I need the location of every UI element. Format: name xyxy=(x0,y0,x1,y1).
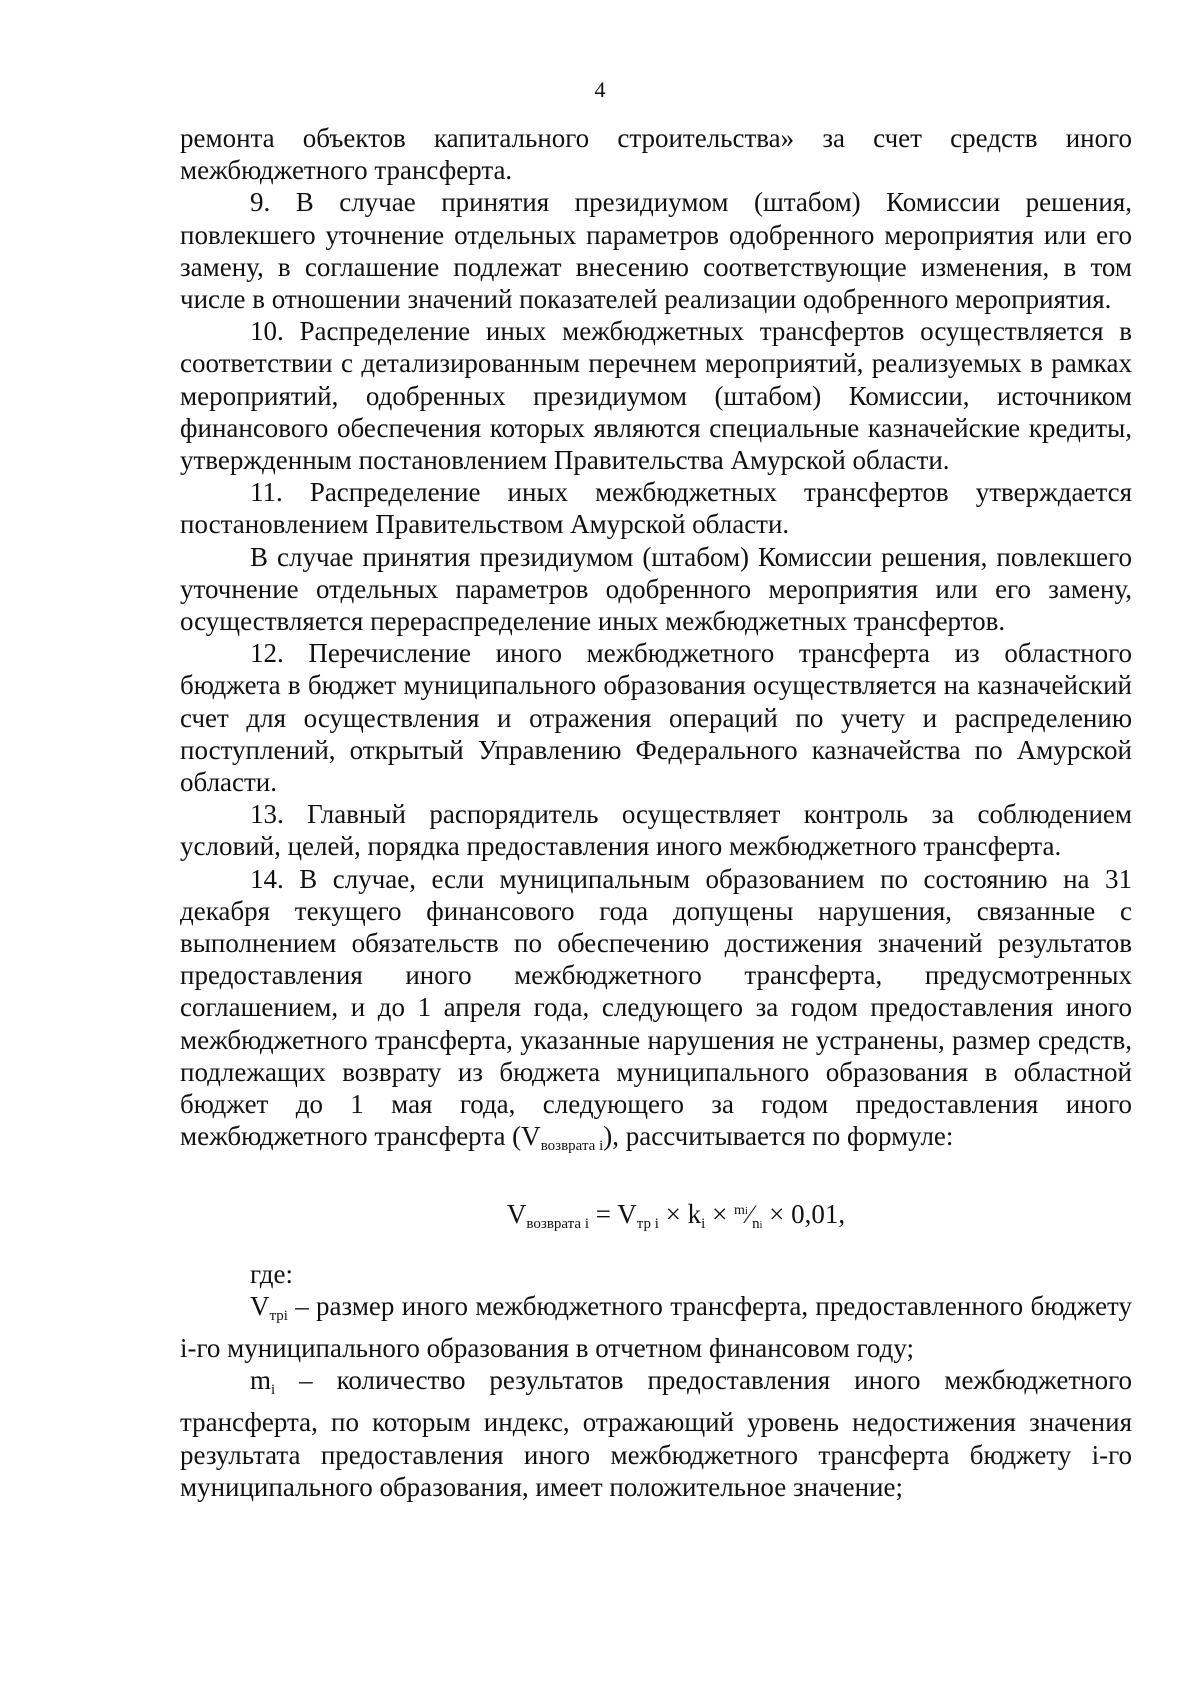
page-number: 4 xyxy=(594,77,606,102)
formula-n-denominator: ni xyxy=(752,1215,763,1232)
paragraph-14-text: 14. В случае, если муниципальным образованием по состоянию на 31 декабря текущего финансового года допущены нарушения, связанные с выполнением обязательств по обеспечению достижения значений результатов предоставления иного межбюджетного трансферта, предусмотренных соглашением, и до 1 апреля года, следующего за годом предоставления иного межбюджетного трансферта, указанные нарушения не устранены, размер средств, подлежащих возврату из бюджета муниципального образования в областной бюджет до 1 мая года, следующего за годом предоставления иного межбюджетного трансферта (V xyxy=(180,863,1132,1152)
paragraph-10: 10. Распределение иных межбюджетных трансфертов осуществляется в соответствии с детализированным перечнем мероприятий, реализуемых в рамках мероприятий, одобренных президиумом (штабом) Комиссии, источником финансового обеспечения которых являются специальные казначейские кредиты, утвержденным постановлением Правительства Амурской области. xyxy=(180,316,1132,476)
formula-times: × xyxy=(705,1198,735,1229)
formula-k-subscript: i xyxy=(701,1215,706,1232)
paragraph-12: 12. Перечисление иного межбюджетного трансферта из областного бюджета в бюджет муниципального образования осуществляется на казначейский счет для осуществления и отражения операций по учету и распределению поступлений, открытый Управлению Федерального казначейства по Амурской области. xyxy=(180,638,1132,798)
paragraph-13: 13. Главный распорядитель осуществляет контроль за соблюдением условий, целей, порядка предоставления иного межбюджетного трансферта. xyxy=(180,799,1132,862)
definition-mi: $m_i$ – количество результатов предоставления иного межбюджетного трансферта, по которым индекс, отражающий уровень недостижения значения результата предоставления иного межбюджетного трансферта бюджету i-го муниципального образования, имеет положительное значение; xyxy=(180,1365,1132,1502)
formula-times-k: × k xyxy=(658,1198,702,1229)
formula-fraction-slash: ⁄ xyxy=(747,1199,753,1229)
paragraph-14 xyxy=(180,863,1132,1163)
formula-tail: × 0,01, xyxy=(762,1198,846,1229)
paragraph-9: 9. В случае принятия президиумом (штабом) Комиссии решения, повлекшего уточнение отдельных параметров одобренного мероприятия или его замену, в соглашение подлежат внесению соответствующие изменения, в том числе в отношении значений показателей реализации одобренного мероприятия. xyxy=(180,187,1132,315)
formula-vtr-subscript: тр i xyxy=(636,1215,659,1232)
paragraph-11: 11. Распределение иных межбюджетных трансфертов утверждается постановлением Правительством Амурской области. xyxy=(180,477,1132,540)
paragraph-14-end: ), рассчитывается по формуле: xyxy=(603,1121,954,1152)
where-label: где: xyxy=(250,1258,293,1289)
document-body xyxy=(180,122,1132,1503)
formula-m-numerator: mi xyxy=(734,1202,748,1218)
formula-eq-v: = V xyxy=(589,1198,637,1229)
paragraph-continuation: ремонта объектов капитального строительства» за счет средств иного межбюджетного трансферта. xyxy=(180,123,1132,186)
paragraph-14-subscript: возврата i xyxy=(540,1138,604,1155)
return-formula xyxy=(200,1191,1152,1246)
definition-vtr: $V_{трi}$ – размер иного межбюджетного трансферта, предоставленного бюджету i-го муниципального образования в отчетном финансовом году; xyxy=(180,1290,1132,1363)
formula-v: V xyxy=(506,1198,527,1229)
formula-v-subscript: возврата i xyxy=(526,1215,589,1232)
paragraph-11-continued: В случае принятия президиумом (штабом) Комиссии решения, повлекшего уточнение отдельных параметров одобренного мероприятия или его замену, осуществляется перераспределение иных межбюджетных трансфертов. xyxy=(180,541,1132,637)
